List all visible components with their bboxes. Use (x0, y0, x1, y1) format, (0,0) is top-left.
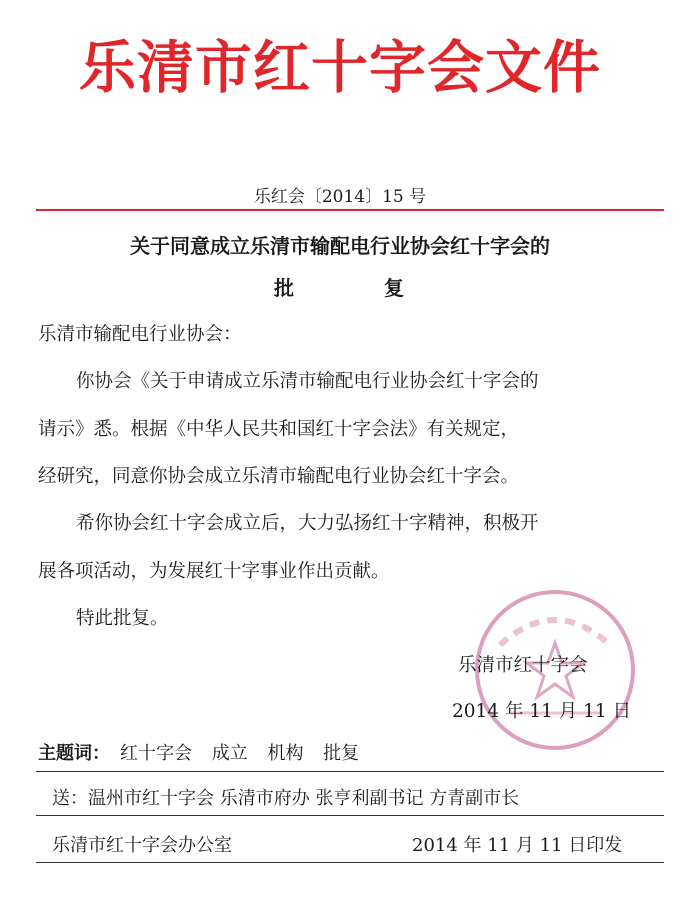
divider-line (36, 862, 664, 863)
red-separator-line (36, 209, 664, 211)
signature-date: 2014 年 11 月 11 日 (452, 701, 632, 722)
divider-line (36, 771, 664, 772)
document-title-line2: 批 复 (274, 276, 406, 300)
paragraph3: 特此批复。 (76, 608, 169, 629)
paragraph2-line2: 展各项活动，为发展红十字事业作出贡献。 (38, 561, 390, 582)
document-title-line1: 关于同意成立乐清市输配电行业协会红十字会的 (130, 234, 550, 258)
paragraph2-line1: 希你协会红十字会成立后，大力弘扬红十字精神，积极开 (76, 513, 539, 534)
issuing-office: 乐清市红十字会办公室 (52, 835, 232, 856)
addressee: 乐清市输配电行业协会： (38, 324, 242, 345)
keywords-label: 主题词： (38, 743, 110, 764)
paragraph1-line2: 请示》悉。根据《中华人民共和国红十字会法》有关规定， (38, 419, 520, 440)
distribution-list: 送：温州市红十字会 乐清市府办 张亨利副书记 方青副市长 (52, 788, 520, 809)
paragraph1-line1: 你协会《关于申请成立乐清市输配电行业协会红十字会的 (76, 371, 539, 392)
keywords: 红十字会 成立 机构 批复 (120, 743, 360, 764)
issuer-signature: 乐清市红十字会 (458, 655, 588, 676)
divider-line (36, 815, 664, 816)
document-header: 乐清市红十字会文件 (79, 35, 601, 101)
paragraph1-line3: 经研究，同意你协会成立乐清市输配电行业协会红十字会。 (38, 466, 520, 487)
print-date: 2014 年 11 月 11 日印发 (412, 835, 623, 856)
document-number: 乐红会〔2014〕15 号 (253, 187, 427, 207)
